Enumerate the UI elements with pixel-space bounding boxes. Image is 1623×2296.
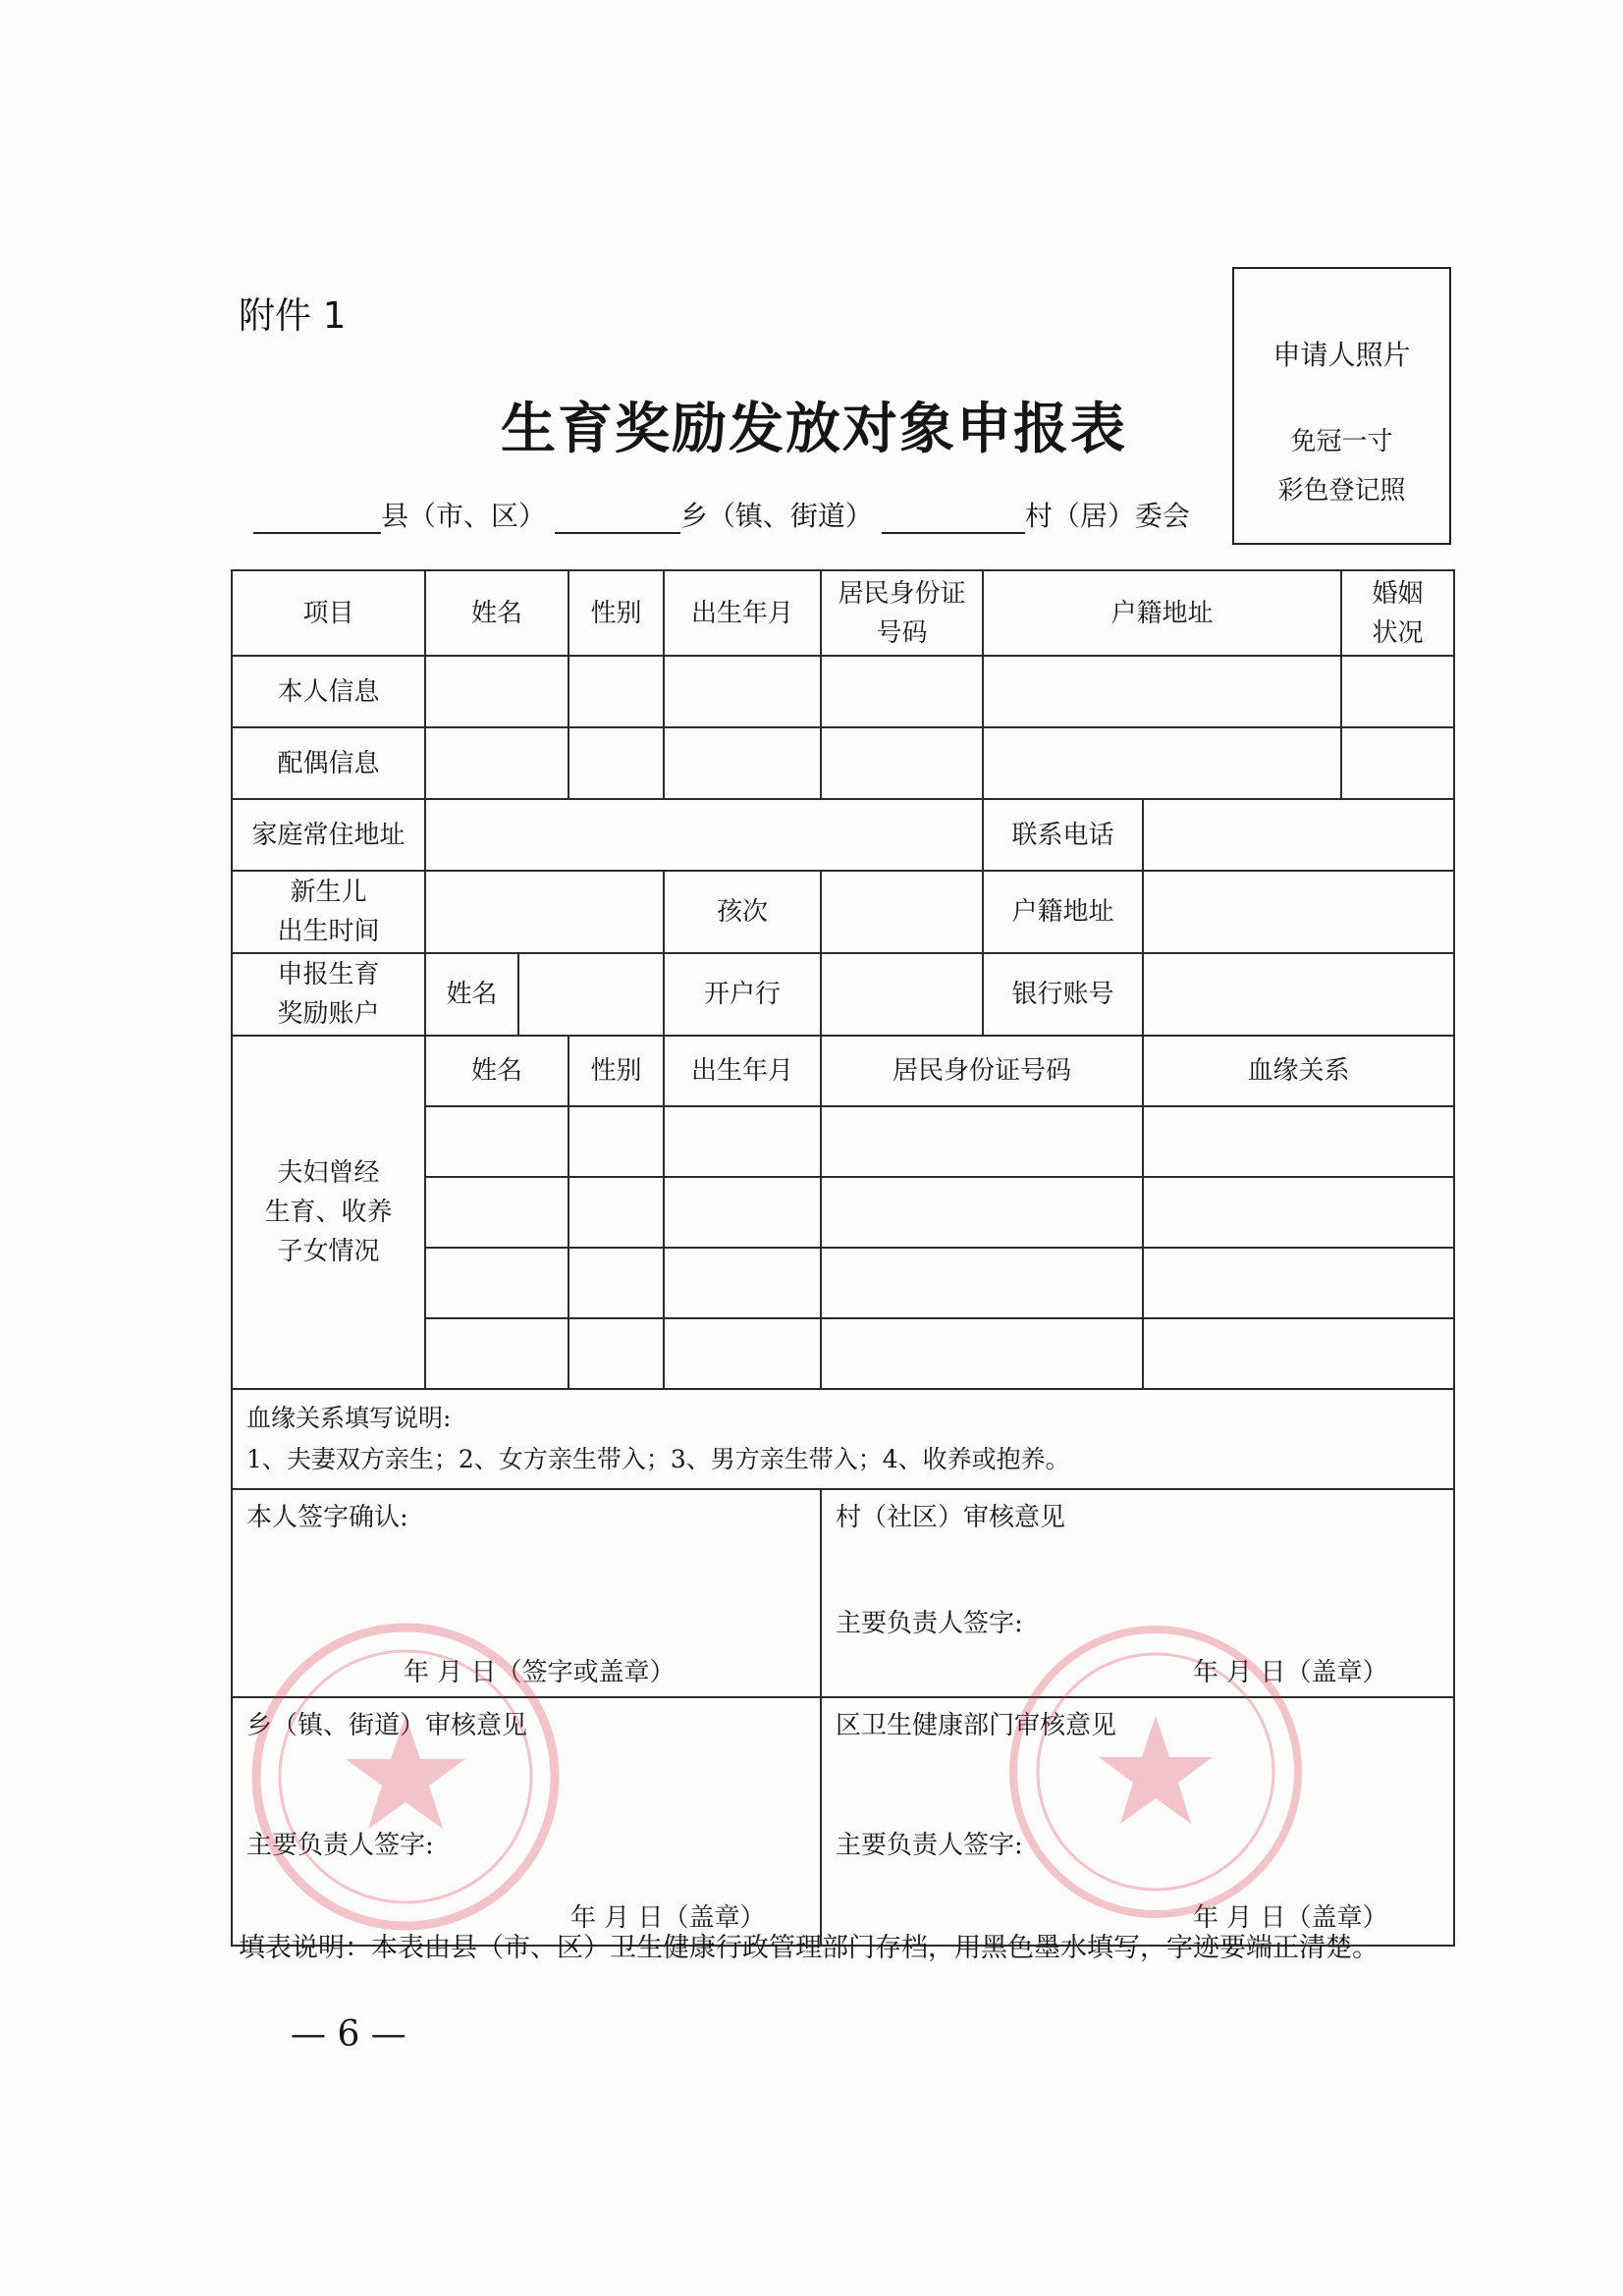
children-col-id: 居民身份证号码 xyxy=(821,1036,1143,1106)
spouse-id-cell[interactable] xyxy=(821,727,983,799)
header-item: 项目 xyxy=(232,570,425,656)
children-col-birth: 出生年月 xyxy=(664,1036,821,1106)
children-label-line3: 子女情况 xyxy=(277,1237,380,1266)
children-label-line1: 夫妇曾经 xyxy=(277,1158,380,1188)
newborn-label-line2: 出生时间 xyxy=(277,917,380,946)
newborn-label-line1: 新生儿 xyxy=(290,878,367,907)
birth-order-cell[interactable] xyxy=(821,871,983,953)
spouse-name-cell[interactable] xyxy=(425,727,568,799)
child-id-cell[interactable] xyxy=(821,1106,1143,1177)
children-section-label xyxy=(232,1036,425,1389)
header-row xyxy=(232,570,1454,656)
footer-note: 填表说明：本表由县（市、区）卫生健康行政管理部门存档，用黑色墨水填写，字迹要端正清楚。 xyxy=(239,1933,1379,1963)
self-info-label: 本人信息 xyxy=(232,656,425,727)
account-label-line2: 奖励账户 xyxy=(277,999,380,1029)
district-sign-label: 主要负责人签字: xyxy=(836,1831,1023,1860)
child-gender-cell[interactable] xyxy=(568,1177,664,1248)
village-blank[interactable] xyxy=(882,503,1025,534)
bank-account-label: 银行账号 xyxy=(983,953,1143,1036)
child-name-cell[interactable] xyxy=(425,1177,568,1248)
home-address-cell[interactable] xyxy=(425,799,983,871)
newborn-household-label: 户籍地址 xyxy=(983,871,1143,953)
self-gender-cell[interactable] xyxy=(568,656,664,727)
child-id-cell[interactable] xyxy=(821,1177,1143,1248)
form-title: 生育奖励发放对象申报表 xyxy=(501,397,1127,461)
self-confirm-cell[interactable] xyxy=(232,1489,821,1697)
birth-order-label: 孩次 xyxy=(664,871,821,953)
spouse-gender-cell[interactable] xyxy=(568,727,664,799)
child-name-cell[interactable] xyxy=(425,1318,568,1389)
county-blank[interactable] xyxy=(253,503,381,534)
header-marital xyxy=(1341,570,1454,656)
township-blank[interactable] xyxy=(555,503,680,534)
self-birth-cell[interactable] xyxy=(664,656,821,727)
bank-account-cell[interactable] xyxy=(1143,953,1454,1036)
phone-label: 联系电话 xyxy=(983,799,1143,871)
self-name-cell[interactable] xyxy=(425,656,568,727)
child-gender-cell[interactable] xyxy=(568,1248,664,1318)
spouse-marital-cell[interactable] xyxy=(1341,727,1454,799)
photo-box-type: 彩色登记照 xyxy=(1277,476,1406,506)
self-household-cell[interactable] xyxy=(983,656,1341,727)
child-name-cell[interactable] xyxy=(425,1106,568,1177)
bank-cell[interactable] xyxy=(821,953,983,1036)
annex-label: 附件 1 xyxy=(239,294,347,337)
account-name-cell[interactable] xyxy=(518,953,664,1036)
header-id xyxy=(821,570,983,656)
village-label: 村（居）委会 xyxy=(1024,500,1190,532)
self-info-row xyxy=(232,656,1454,727)
self-id-cell[interactable] xyxy=(821,656,983,727)
child-gender-cell[interactable] xyxy=(568,1318,664,1389)
spouse-household-cell[interactable] xyxy=(983,727,1341,799)
district-date: 年 月 日（盖章） xyxy=(1193,1903,1388,1933)
signature-row-2 xyxy=(232,1697,1454,1946)
header-birth: 出生年月 xyxy=(664,570,821,656)
header-gender: 性别 xyxy=(568,570,664,656)
home-address-label: 家庭常住地址 xyxy=(232,799,425,871)
account-label xyxy=(232,953,425,1036)
district-review-cell[interactable] xyxy=(821,1697,1454,1946)
village-review-label: 村（社区）审核意见 xyxy=(836,1503,1066,1532)
spouse-info-label: 配偶信息 xyxy=(232,727,425,799)
village-review-cell[interactable] xyxy=(821,1489,1454,1697)
children-col-gender: 性别 xyxy=(568,1036,664,1106)
application-form-table xyxy=(231,569,1455,1947)
phone-cell[interactable] xyxy=(1143,799,1454,871)
township-date: 年 月 日（盖章） xyxy=(570,1903,766,1933)
header-marital-line1: 婚姻 xyxy=(1372,578,1424,609)
county-label: 县（市、区） xyxy=(381,500,547,532)
district-review-label: 区卫生健康部门审核意见 xyxy=(836,1711,1117,1740)
account-label-line1: 申报生育 xyxy=(277,960,380,989)
account-name-label: 姓名 xyxy=(425,953,518,1036)
township-label: 乡（镇、街道） xyxy=(679,500,873,532)
child-name-cell[interactable] xyxy=(425,1248,568,1318)
child-gender-cell[interactable] xyxy=(568,1106,664,1177)
address-line xyxy=(253,495,1190,534)
home-address-row xyxy=(232,799,1454,871)
child-relation-cell[interactable] xyxy=(1143,1248,1454,1318)
header-household: 户籍地址 xyxy=(983,570,1341,656)
newborn-row xyxy=(232,871,1454,953)
page-number: — 6 — xyxy=(291,2014,406,2055)
township-review-label: 乡（镇、街道）审核意见 xyxy=(246,1711,528,1740)
applicant-photo-box xyxy=(1232,267,1451,545)
header-id-line2: 号码 xyxy=(876,617,928,648)
child-relation-cell[interactable] xyxy=(1143,1106,1454,1177)
child-birth-cell[interactable] xyxy=(664,1106,821,1177)
newborn-household-cell[interactable] xyxy=(1143,871,1454,953)
newborn-label xyxy=(232,871,425,953)
child-id-cell[interactable] xyxy=(821,1318,1143,1389)
header-marital-line2: 状况 xyxy=(1372,617,1424,648)
child-id-cell[interactable] xyxy=(821,1248,1143,1318)
child-birth-cell[interactable] xyxy=(664,1177,821,1248)
header-id-line1: 居民身份证 xyxy=(838,578,966,609)
relation-note-text: 1、夫妻双方亲生；2、女方亲生带入；3、男方亲生带入；4、收养或抱养。 xyxy=(246,1445,1070,1473)
signature-row-1 xyxy=(232,1489,1454,1697)
children-col-relation: 血缘关系 xyxy=(1143,1036,1454,1106)
township-sign-label: 主要负责人签字: xyxy=(246,1831,434,1860)
relation-note xyxy=(232,1389,1454,1489)
self-confirm-date: 年 月 日（签字或盖章） xyxy=(404,1658,676,1687)
spouse-birth-cell[interactable] xyxy=(664,727,821,799)
village-date: 年 月 日（盖章） xyxy=(1193,1658,1388,1687)
child-relation-cell[interactable] xyxy=(1143,1318,1454,1389)
header-name: 姓名 xyxy=(425,570,568,656)
child-birth-cell[interactable] xyxy=(664,1318,821,1389)
children-header-row xyxy=(232,1036,1454,1106)
child-birth-cell[interactable] xyxy=(664,1248,821,1318)
relation-note-row xyxy=(232,1389,1454,1489)
children-col-name: 姓名 xyxy=(425,1036,568,1106)
photo-box-spec: 免冠一寸 xyxy=(1290,427,1393,456)
photo-box-title: 申请人照片 xyxy=(1272,339,1411,371)
bank-label: 开户行 xyxy=(664,953,821,1036)
child-relation-cell[interactable] xyxy=(1143,1177,1454,1248)
self-confirm-label: 本人签字确认: xyxy=(246,1503,408,1532)
spouse-info-row xyxy=(232,727,1454,799)
village-sign-label: 主要负责人签字: xyxy=(836,1609,1023,1638)
children-label-line2: 生育、收养 xyxy=(264,1198,393,1227)
account-row xyxy=(232,953,1454,1036)
newborn-time-cell[interactable] xyxy=(425,871,664,953)
self-marital-cell[interactable] xyxy=(1341,656,1454,727)
township-review-cell[interactable] xyxy=(232,1697,821,1946)
relation-note-title: 血缘关系填写说明: xyxy=(246,1404,452,1432)
